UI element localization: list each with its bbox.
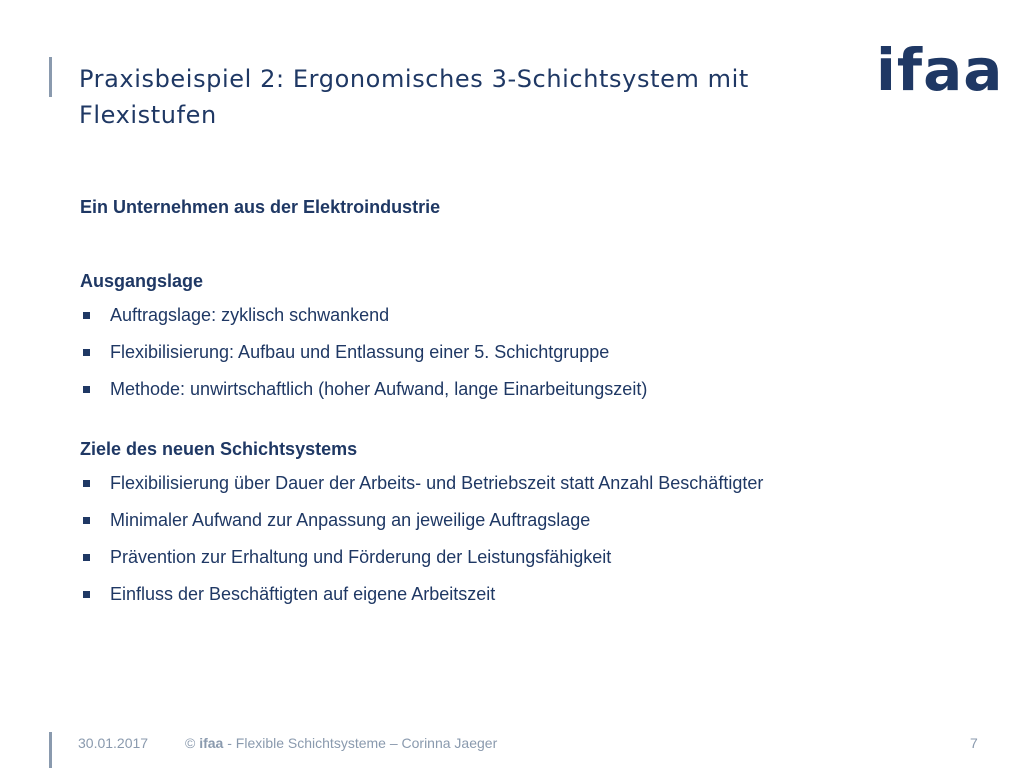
list-item: Minimaler Aufwand zur Anpassung an jeweilige Auftragslage xyxy=(80,509,980,531)
bullet-square-icon xyxy=(83,349,90,356)
slide-title: Praxisbeispiel 2: Ergonomisches 3-Schichtsystem mit Flexistufen xyxy=(79,65,749,129)
bullet-square-icon xyxy=(83,480,90,487)
bullet-square-icon xyxy=(83,386,90,393)
bullet-square-icon xyxy=(83,591,90,598)
footer-brand: ifaa xyxy=(199,735,224,751)
list-item: Flexibilisierung: Aufbau und Entlassung einer 5. Schichtgruppe xyxy=(80,341,980,363)
footer-date: 30.01.2017 xyxy=(78,735,149,751)
list-item: Auftragslage: zyklisch schwankend xyxy=(80,304,980,326)
bullet-list xyxy=(80,472,980,605)
ifaa-logo xyxy=(876,36,1004,104)
list-item: Einfluss der Beschäftigten auf eigene Arbeitszeit xyxy=(80,583,980,605)
list-item: Prävention zur Erhaltung und Förderung der Leistungsfähigkeit xyxy=(80,546,980,568)
list-item: Methode: unwirtschaftlich (hoher Aufwand, lange Einarbeitungszeit) xyxy=(80,378,980,400)
section-heading: Ziele des neuen Schichtsystems xyxy=(80,439,358,459)
section-heading: Ausgangslage xyxy=(80,271,204,291)
section-ausgangslage xyxy=(80,270,980,400)
footer-accent-bar xyxy=(49,732,52,768)
company-subtitle: Ein Unternehmen aus der Elektroindustrie xyxy=(80,197,441,217)
bullet-square-icon xyxy=(83,517,90,524)
list-item: Flexibilisierung über Dauer der Arbeits- und Betriebszeit statt Anzahl Beschäftigter xyxy=(80,472,980,494)
footer-copyright: © ifaa - Flexible Schichtsysteme – Corinna Jaeger xyxy=(185,735,498,751)
title-accent-bar xyxy=(49,57,52,97)
bullet-list xyxy=(80,304,980,400)
page-number: 7 xyxy=(970,735,978,751)
slide-content xyxy=(80,196,980,620)
bullet-square-icon xyxy=(83,554,90,561)
section-ziele xyxy=(80,438,980,605)
bullet-square-icon xyxy=(83,312,90,319)
logo-text: ifaa xyxy=(876,36,1004,104)
